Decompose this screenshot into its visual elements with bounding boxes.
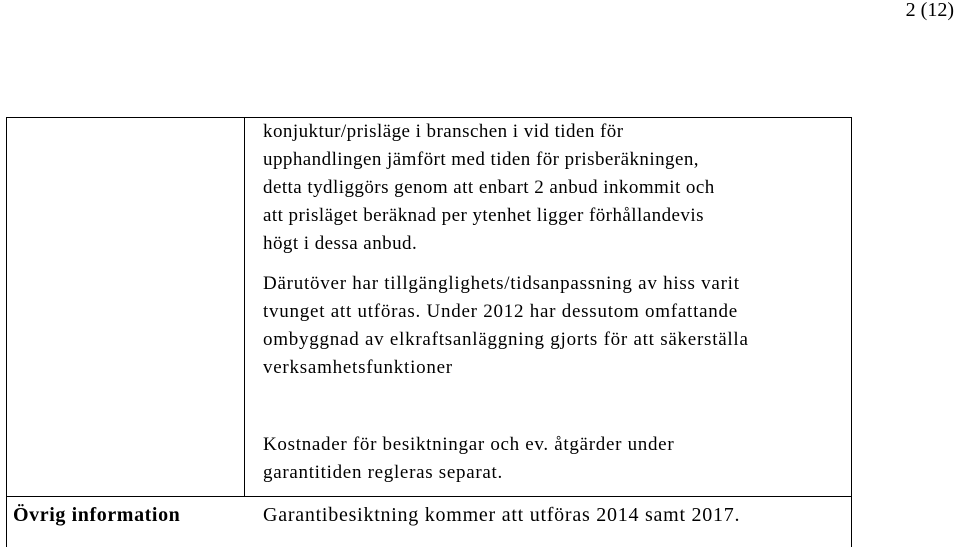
description-paragraph-3 [263, 431, 674, 487]
text-line: garantitiden regleras separat. [263, 462, 503, 483]
text-line: Kostnader för besiktningar och ev. åtgärder under [263, 434, 675, 455]
text-line: konjuktur/prisläge i branschen i vid tiden för [263, 121, 624, 142]
page-number: 2 (12) [905, 0, 954, 21]
row-label-other-information: Övrig information [13, 504, 181, 526]
row-value-other-information: Garantibesiktning kommer att utföras 2014 samt 2017. [263, 504, 741, 526]
text-line: verksamhetsfunktioner [263, 357, 453, 378]
text-line: högt i dessa anbud. [263, 233, 418, 254]
text-line: tvunget att utföras. Under 2012 har dessutom omfattande [263, 301, 738, 322]
text-line: ombyggnad av elkraftsanläggning gjorts för att säkerställa [263, 329, 749, 350]
text-line: att prisläget beräknad per ytenhet ligger förhållandevis [263, 205, 704, 226]
table-column-divider [244, 117, 245, 497]
text-line: Därutöver har tillgänglighets/tidsanpassning av hiss varit [263, 273, 740, 294]
text-line: upphandlingen jämfört med tiden för prisberäkningen, [263, 149, 700, 170]
table-row-divider [6, 496, 852, 497]
text-line: detta tydliggörs genom att enbart 2 anbud inkommit och [263, 177, 715, 198]
description-paragraph-2 [263, 270, 749, 382]
description-paragraph-1 [263, 118, 715, 258]
